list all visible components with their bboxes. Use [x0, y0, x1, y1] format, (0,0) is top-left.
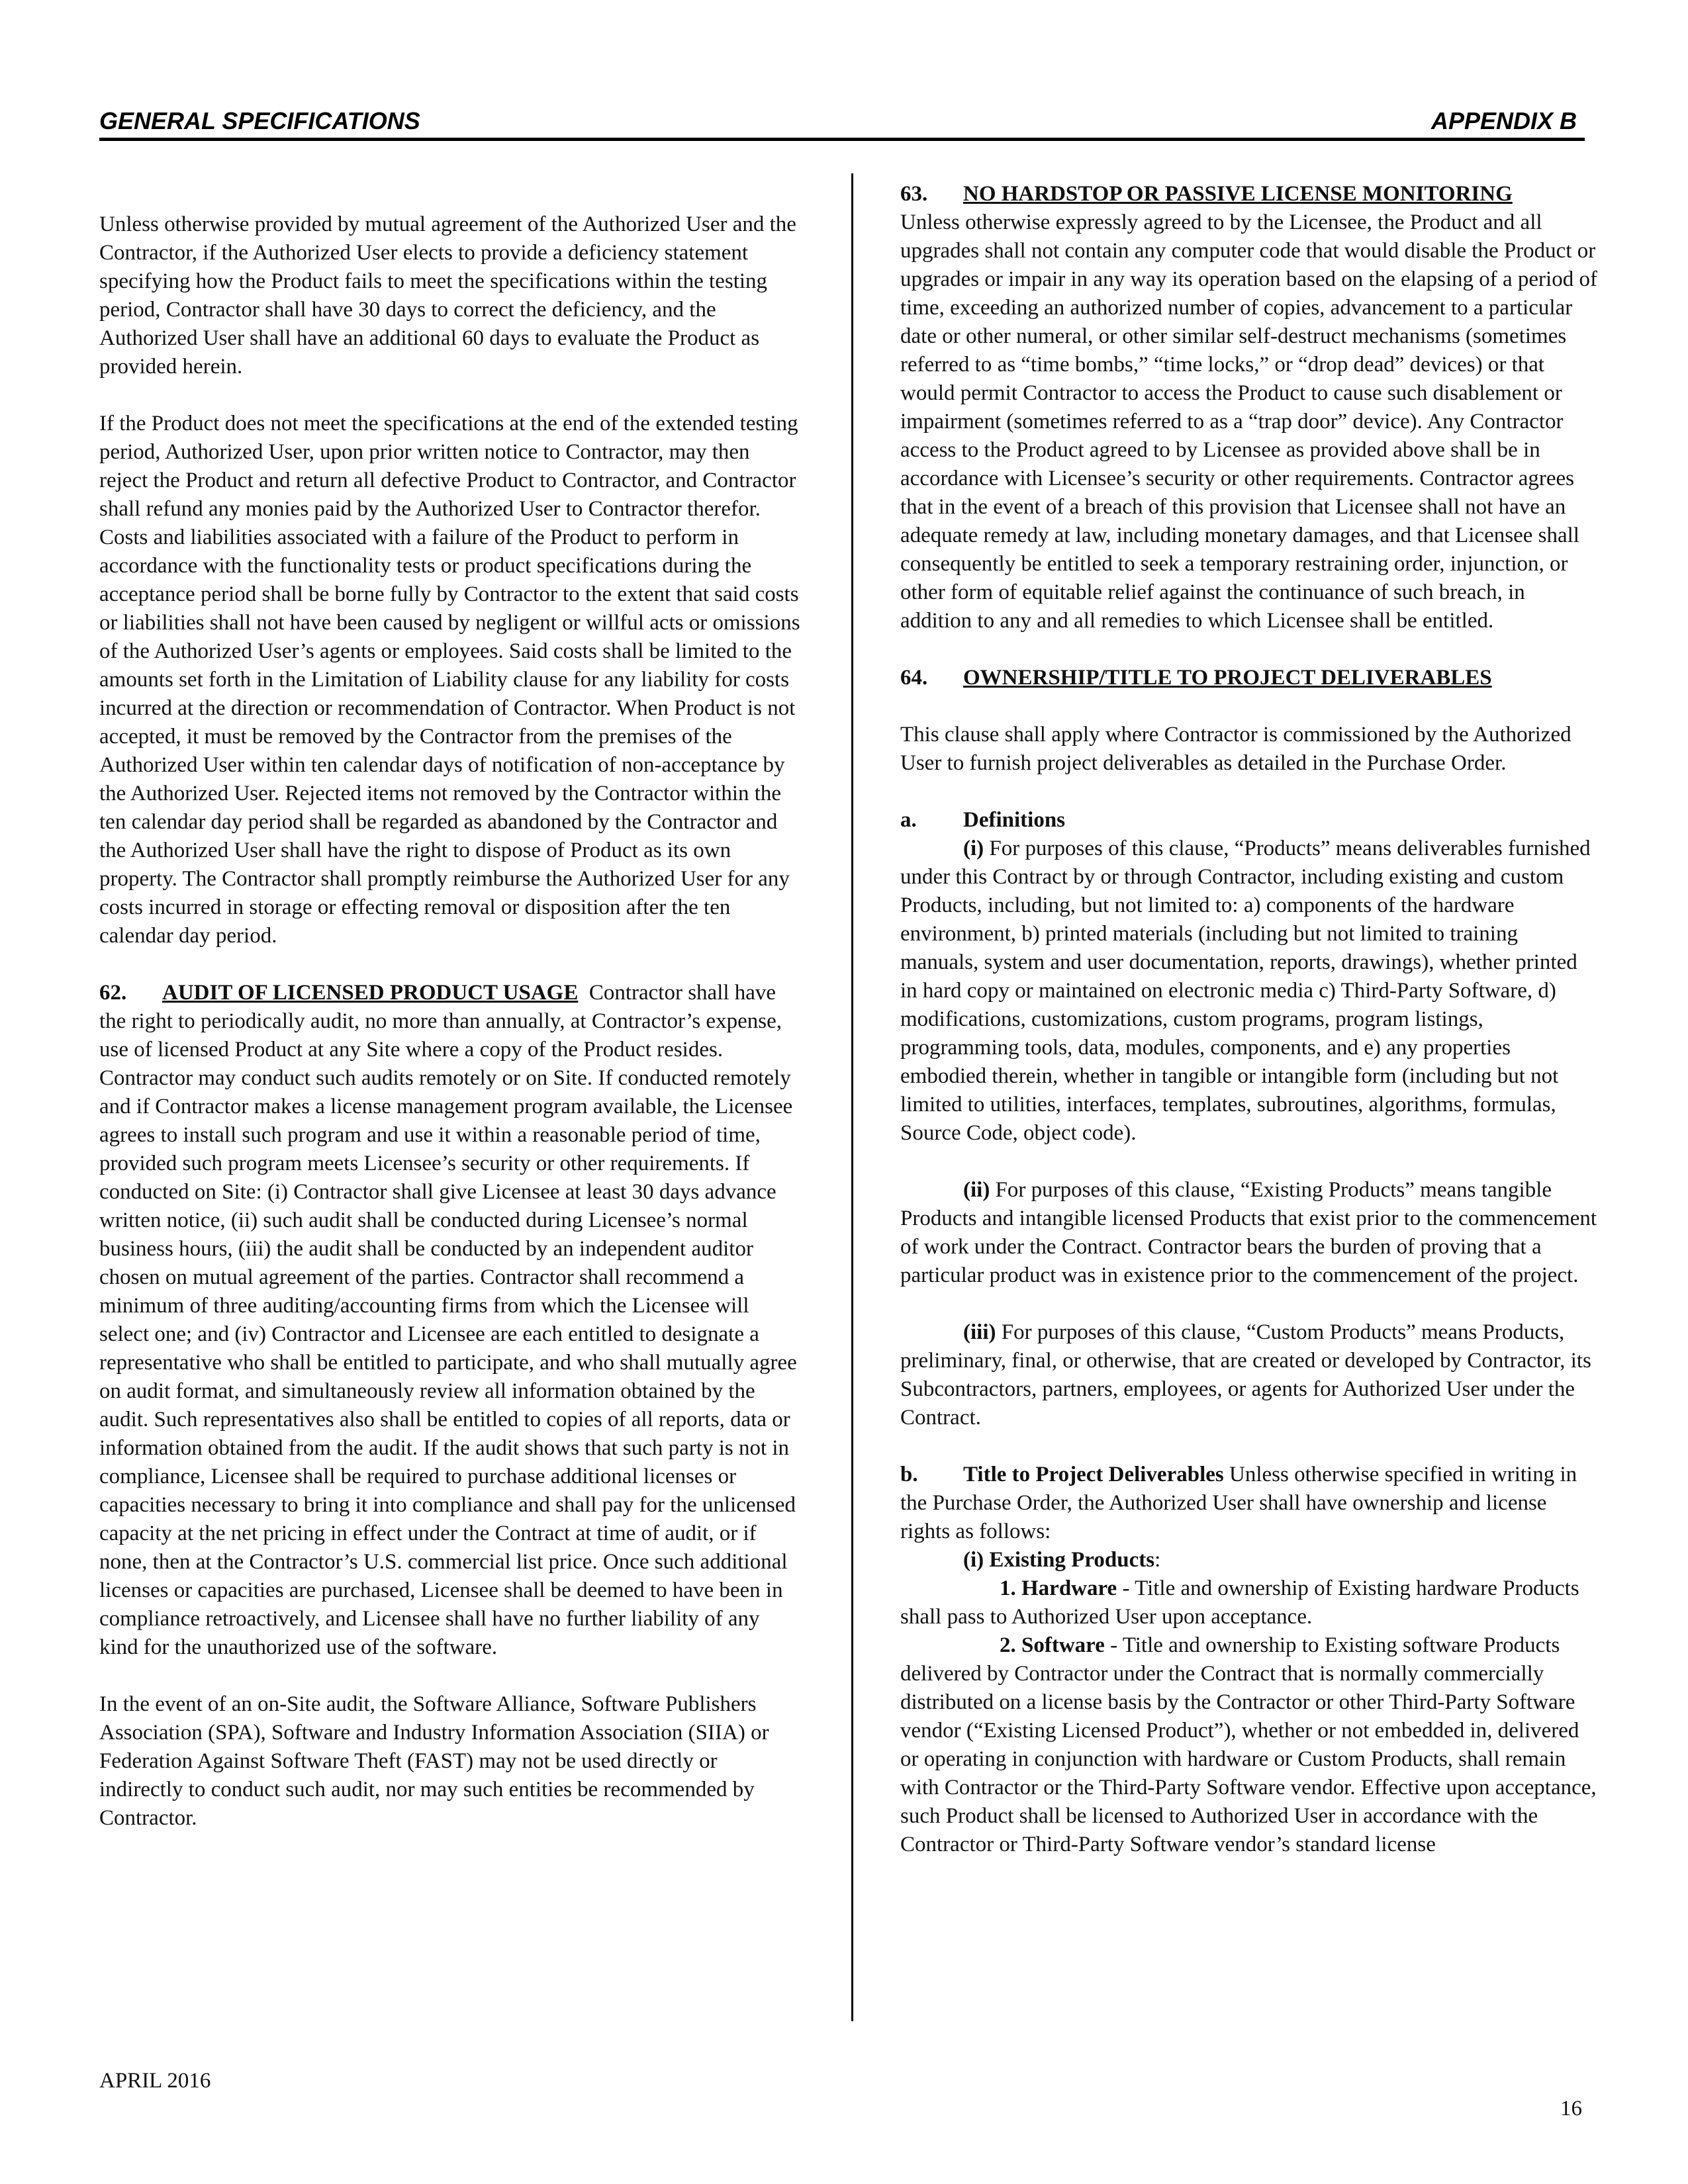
existing-products-colon: : [1154, 1548, 1161, 1572]
section-62-heading [99, 981, 578, 1005]
left-column [99, 210, 801, 1861]
column-divider [851, 173, 853, 2021]
subsection-b-letter: b. [900, 1463, 918, 1486]
hardware-number: 1. [1000, 1576, 1021, 1600]
software-body: - Title and ownership to Existing software Products delivered by Contractor under the Contract that is normally commercially distributed on a license basis by the Contractor or other Third-Party Software vendor (“Existing Licensed Product”), whether or not embedded in, delivered or operating in conjunction with hardware or Custom Products, shall remain with Contractor or the Third-Party Software vendor. Effective upon acceptance, such Product shall be licensed to Authorized User in accordance with the Contractor or Third-Party Software vendor’s standard license [900, 1633, 1597, 1856]
section-64-heading [900, 664, 1599, 692]
section-63-title: NO HARDSTOP OR PASSIVE LICENSE MONITORING [963, 182, 1513, 206]
section-64-body: This clause shall apply where Contractor is commissioned by the Authorized User to furnish project deliverables as detailed in the Purchase Order. [900, 723, 1571, 775]
right-column [900, 180, 1599, 1859]
section-63-number: 63. [900, 182, 928, 206]
header-rule [99, 138, 1585, 141]
subsection-a-title: Definitions [963, 808, 1066, 832]
paragraph-rejection: If the Product does not meet the specifications at the end of the extended testing period, Authorized User, upon prior written notice to Contractor, may then reject the Product and return all defective Product to Contractor, and Contractor shall refund any monies paid by the Authorized User to Contractor therefor. Costs and liabilities associated with a failure of the Product to perform in accordance with the functionality tests or product specifications during the acceptance period shall be borne fully by Contractor to the extent that said costs or liabilities shall not have been caused by negligent or willful acts or omissions of the Authorized User’s agents or employees. Said costs shall be limited to the amounts set forth in the Limitation of Liability clause for any liability for costs incurred at the direction or recommendation of Contractor. When Product is not accepted, it must be removed by the Contractor from the premises of the Authorized User within ten calendar days of notification of non-acceptance by the Authorized User. Rejected items not removed by the Contractor within the ten calendar day period shall be regarded as abandoned by the Contractor and the Authorized User shall have the right to dispose of Product as its own property. The Contractor shall promptly reimburse the Authorized User for any costs incurred in storage or effecting removal or disposition after the ten calendar day period. [99, 412, 800, 948]
hardware-title: Hardware [1021, 1576, 1117, 1600]
section-64-number: 64. [900, 666, 928, 690]
software-number: 2. [1000, 1633, 1021, 1657]
definition-products [900, 835, 1599, 1148]
subsection-a-letter: a. [900, 808, 917, 832]
footer-date: APRIL 2016 [99, 2069, 211, 2093]
subsection-b-title: Title to Project Deliverables [963, 1463, 1224, 1486]
header-left-title: GENERAL SPECIFICATIONS [99, 107, 420, 134]
subsection-b-body: Unless otherwise specified in writing in the Purchase Order, the Authorized User shall have ownership and license rights as follows: [900, 1463, 1577, 1543]
existing-products-heading [900, 1546, 1599, 1574]
page-number: 16 [1560, 2097, 1582, 2120]
paragraph-deficiency: Unless otherwise provided by mutual agreement of the Authorized User and the Contractor, if the Authorized User elects to provide a deficiency statement specifying how the Product fails to meet the specifications within the testing period, Contractor shall have 30 days to correct the deficiency, and the Authorized User shall have an additional 60 days to evaluate the Product as provided herein. [99, 212, 796, 379]
definition-existing-label: (ii) [963, 1178, 990, 1202]
subsection-b [900, 1461, 1599, 1546]
subsection-b-heading [900, 1463, 1224, 1486]
definition-existing-body: For purposes of this clause, “Existing Products” means tangible Products and intangible licensed Products that exist prior to the commencement of work under the Contract. Contractor bears the burden of proving that a particular product was in existence prior to the commencement of the project. [900, 1178, 1597, 1287]
section-63-heading [900, 180, 1599, 208]
existing-products-label: (i) Existing Products [963, 1548, 1155, 1572]
section-64-title: OWNERSHIP/TITLE TO PROJECT DELIVERABLES [963, 666, 1492, 690]
hardware-body: - Title and ownership of Existing hardware Products shall pass to Authorized User upon acceptance. [900, 1576, 1579, 1629]
definition-products-label: (i) [963, 837, 984, 860]
section-62-body: Contractor shall have the right to periodically audit, no more than annually, at Contractor’s expense, use of licensed Product at any Site where a copy of the Product resides. Contractor may conduct such audits remotely or on Site. If conducted remotely and if Contractor makes a license management program available, the Licensee agrees to install such program and use it within a reasonable period of time, provided such program meets Licensee’s security or other requirements. If conducted on Site: (i) Contractor shall give Licensee at least 30 days advance written notice, (ii) such audit shall be conducted during Licensee’s normal business hours, (iii) the audit shall be conducted by an independent auditor chosen on mutual agreement of the parties. Contractor shall recommend a minimum of three auditing/accounting firms from which the Licensee will select one; and (iv) Contractor and Licensee are each entitled to designate a representative who shall be entitled to participate, and who shall mutually agree on audit format, and simultaneously review all information obtained by the audit. Such representatives also shall be entitled to copies of all reports, data or information obtained from the audit. If the audit shows that such party is not in compliance, Licensee shall be required to purchase additional licenses or capacities necessary to bring it into compliance and shall pay for the unlicensed capacity at the net pricing in effect under the Contract at time of audit, or if none, then at the Contractor’s U.S. commercial list price. Once such additional licenses or capacities are purchased, Licensee shall be deemed to have been in compliance retroactively, and Licensee shall have no further liability of any kind for the unauthorized use of the software. [99, 981, 797, 1659]
definition-custom-products [900, 1318, 1599, 1432]
software-title: Software [1021, 1633, 1105, 1657]
definition-custom-body: For purposes of this clause, “Custom Products” means Products, preliminary, final, or otherwise, that are created or developed by Contractor, its Subcontractors, partners, employees, or agents for Authorized User under the Contract. [900, 1320, 1591, 1430]
section-62 [99, 979, 801, 1662]
header-right-title: APPENDIX B [1430, 107, 1577, 134]
definition-existing-products [900, 1176, 1599, 1290]
subsection-a-heading [900, 806, 1599, 835]
definition-products-body: For purposes of this clause, “Products” means deliverables furnished under this Contract by or through Contractor, including existing and custom Products, including, but not limited to: a) components of the hardware environment, b) printed materials (including but not limited to training manuals, system and user documentation, reports, drawings), whether printed in hard copy or maintained on electronic media c) Third-Party Software, d) modifications, customizations, custom programs, program listings, programming tools, data, modules, components, and e) any properties embodied therein, whether in tangible or intangible form (including but not limited to utilities, interfaces, templates, subroutines, algorithms, formulas, Source Code, object code). [900, 837, 1591, 1145]
section-63-body: Unless otherwise expressly agreed to by the Licensee, the Product and all upgrades shall not contain any computer code that would disable the Product or upgrades or impair in any way its operation based on the elapsing of a period of time, exceeding an authorized number of copies, advancement to a particular date or other numeral, or other similar self-destruct mechanisms (sometimes referred to as “time bombs,” “time locks,” or “drop dead” devices) or that would permit Contractor to access the Product to cause such disablement or impairment (sometimes referred to as a “trap door” device). Any Contractor access to the Product agreed to by Licensee as provided above shall be in accordance with Licensee’s security or other requirements. Contractor agrees that in the event of a breach of this provision that Licensee shall not have an adequate remedy at law, including monetary damages, and that Licensee shall consequently be entitled to seek a temporary restraining order, injunction, or other form of equitable relief against the continuance of such breach, in addition to any and all remedies to which Licensee shall be entitled. [900, 210, 1597, 633]
section-62-title: AUDIT OF LICENSED PRODUCT USAGE [162, 981, 579, 1005]
definition-custom-label: (iii) [963, 1320, 996, 1344]
hardware-item [900, 1574, 1599, 1631]
paragraph-onsite-audit: In the event of an on-Site audit, the Software Alliance, Software Publishers Association (SPA), Software and Industry Information Association (SIIA) or Federation Against Software Theft (FAST) may not be used directly or indirectly to conduct such audit, nor may such entities be recommended by Contractor. [99, 1692, 769, 1830]
section-62-number: 62. [99, 981, 127, 1005]
software-item [900, 1631, 1599, 1859]
